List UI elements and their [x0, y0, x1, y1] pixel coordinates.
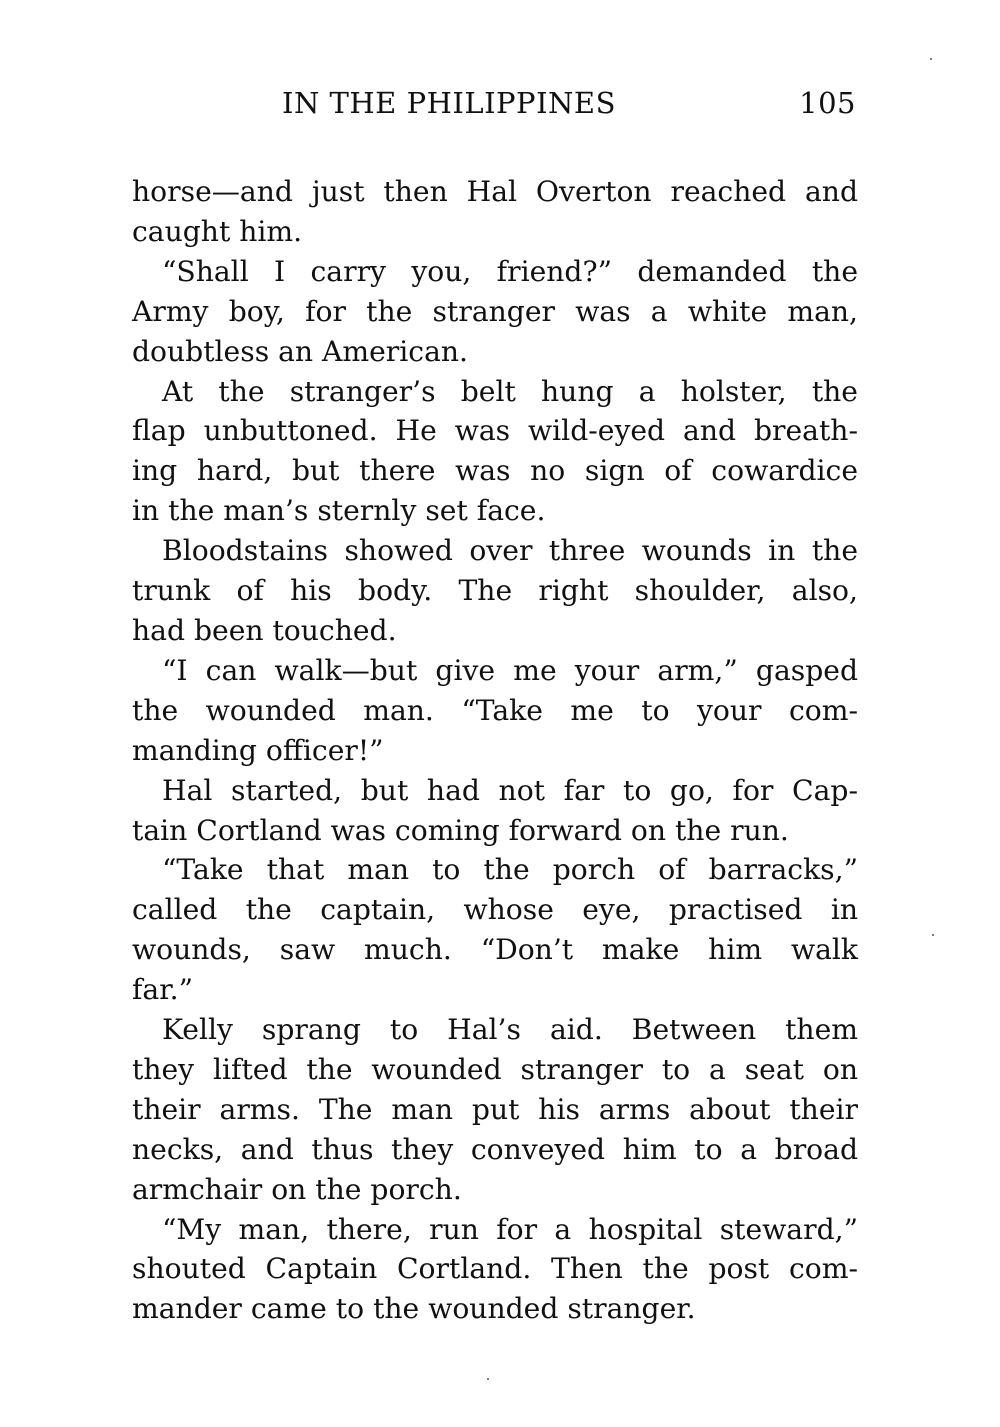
text-line: “My man, there, run for a hospital steward,”: [162, 1212, 858, 1246]
text-line: “Shall I carry you, friend?” demanded the: [162, 254, 858, 288]
page-number: 105: [799, 86, 856, 120]
text-line: Kelly sprang to Hal’s aid. Between them: [162, 1013, 858, 1047]
text-line: armchair on the porch.: [132, 1172, 462, 1206]
text-line: called the captain, whose eye, practised in: [132, 893, 858, 927]
text-line: mander came to the wounded stranger.: [132, 1292, 696, 1326]
text-line: “I can walk—but give me your arm,” gasped: [162, 653, 858, 687]
text-line: caught him.: [132, 214, 303, 248]
running-head: [132, 86, 858, 126]
text-line: At the stranger’s belt hung a holster, the: [162, 374, 858, 408]
text-line: flap unbuttoned. He was wild-eyed and breath-: [132, 414, 858, 448]
text-line: trunk of his body. The right shoulder, also,: [132, 574, 858, 608]
text-line: “Take that man to the porch of barracks,”: [162, 853, 858, 887]
text-line: shouted Captain Cortland. Then the post com-: [132, 1252, 858, 1286]
body-text: [132, 172, 858, 1329]
text-line: in the man’s sternly set face.: [132, 494, 546, 528]
text-line: necks, and thus they conveyed him to a broad: [132, 1132, 858, 1166]
running-title: IN THE PHILIPPINES: [282, 86, 616, 120]
text-line: doubtless an American.: [132, 334, 469, 368]
text-line: Army boy, for the stranger was a white man,: [132, 294, 858, 328]
text-line: Bloodstains showed over three wounds in the: [162, 534, 858, 568]
text-line: wounds, saw much. “Don’t make him walk: [132, 933, 858, 967]
text-line: had been touched.: [132, 613, 397, 647]
text-line: their arms. The man put his arms about their: [132, 1092, 858, 1126]
text-line: Hal started, but had not far to go, for Cap-: [162, 773, 858, 807]
book-page: [132, 86, 858, 1329]
text-line: the wounded man. “Take me to your com-: [132, 693, 858, 727]
text-line: far.”: [132, 973, 193, 1007]
text-line: manding officer!”: [132, 733, 384, 767]
text-line: horse—and just then Hal Overton reached and: [132, 175, 858, 208]
text-line: they lifted the wounded stranger to a seat on: [132, 1052, 858, 1086]
text-line: tain Cortland was coming forward on the run.: [132, 813, 789, 847]
scan-speck: [932, 934, 934, 936]
scan-speck: [930, 58, 932, 60]
scan-speck: [487, 1378, 489, 1380]
text-line: ing hard, but there was no sign of cowardice: [132, 454, 858, 488]
